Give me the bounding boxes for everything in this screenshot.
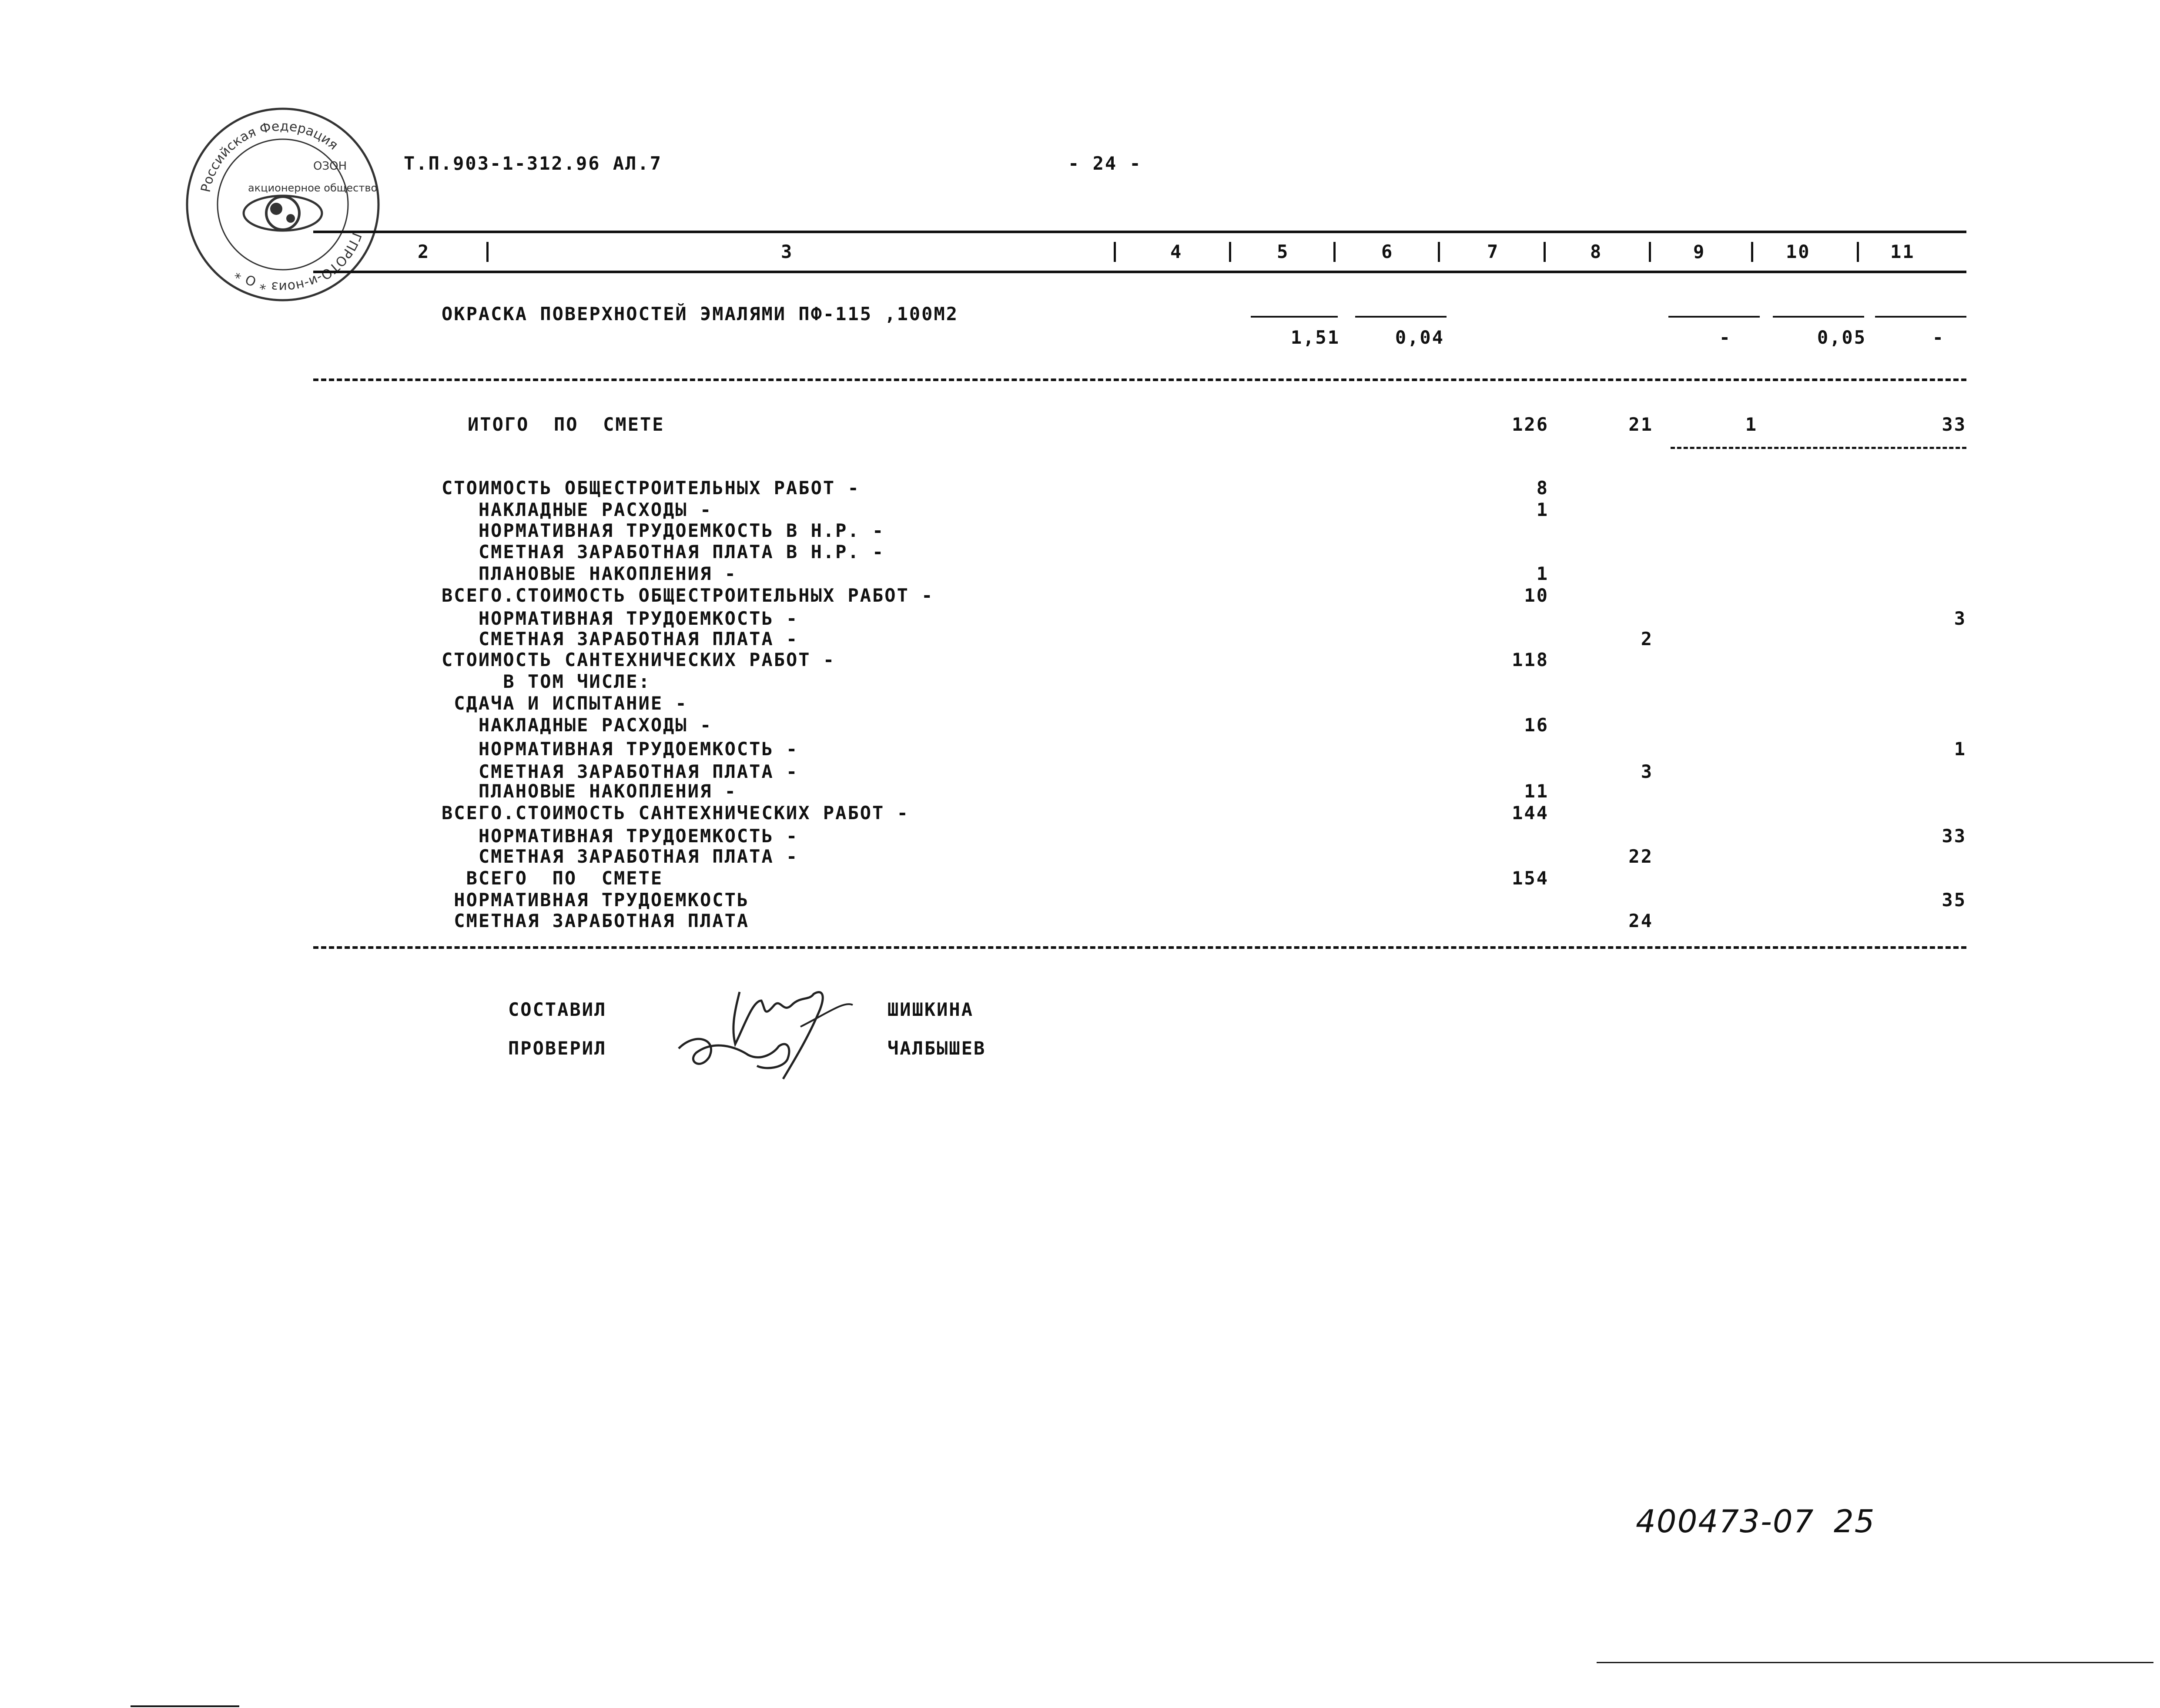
column-separator: [1114, 242, 1116, 262]
summary-row-label: СМЕТНАЯ ЗАРАБОТНАЯ ПЛАТА -: [442, 761, 799, 782]
company-seal-stamp: [183, 104, 383, 305]
fraction-rule: [1355, 316, 1447, 318]
summary-row-col11: 35: [1942, 889, 1966, 911]
summary-row-col8: 2: [1641, 628, 1653, 650]
summary-row-label: НОРМАТИВНАЯ ТРУДОЕМКОСТЬ -: [442, 608, 799, 629]
column-separator: [486, 242, 489, 262]
globe-icon: [266, 197, 299, 230]
summary-row-label: ВСЕГО.СТОИМОСТЬ САНТЕХНИЧЕСКИХ РАБОТ -: [442, 802, 909, 824]
fraction-rule: [1773, 316, 1864, 318]
fraction-rule: [1875, 316, 1966, 318]
column-separator: [1229, 242, 1231, 262]
total-underline: [1671, 447, 1966, 449]
summary-row-label: НАКЛАДНЫЕ РАСХОДЫ -: [442, 499, 713, 520]
summary-row-col11: 3: [1954, 608, 1966, 629]
summary-row-label: ВСЕГО ПО СМЕТЕ: [442, 867, 663, 889]
column-header: 11: [1890, 241, 1915, 262]
column-header: 10: [1786, 241, 1811, 262]
summary-row-col7: 118: [1512, 649, 1549, 670]
stamp-top-text: Российская Федерация: [198, 118, 341, 194]
work-item-col10: 0,05: [1817, 327, 1866, 348]
page-number: - 24 -: [1068, 153, 1142, 174]
composed-by-name: ШИШКИНА: [887, 999, 974, 1020]
column-header: 4: [1170, 241, 1183, 262]
summary-row-col7: 1: [1536, 563, 1549, 584]
total-col8: 21: [1628, 414, 1653, 435]
column-header: 7: [1487, 241, 1500, 262]
column-separator: [1333, 242, 1336, 262]
globe-ring-icon: [244, 196, 322, 231]
section-divider: [313, 378, 1966, 381]
summary-row-label: ПЛАНОВЫЕ НАКОПЛЕНИЯ -: [442, 780, 737, 802]
summary-row-col7: 1: [1536, 499, 1549, 520]
work-item-col6: 0,04: [1395, 327, 1444, 348]
summary-row-col11: 1: [1954, 738, 1966, 760]
summary-row-col7: 8: [1536, 477, 1549, 499]
fraction-rule: [1251, 316, 1338, 318]
archive-number: 400473-07: [1636, 1503, 1815, 1540]
summary-row-col7: 144: [1512, 802, 1549, 824]
summary-row-label: СМЕТНАЯ ЗАРАБОТНАЯ ПЛАТА В Н.Р. -: [442, 541, 885, 563]
column-separator: [1857, 242, 1859, 262]
summary-row-col7: 11: [1524, 780, 1549, 802]
work-item-col9: -: [1719, 327, 1731, 348]
stamp-left-text: акционерное общество: [248, 182, 378, 194]
column-header: 3: [781, 241, 794, 262]
summary-row-col8: 22: [1628, 846, 1653, 867]
total-col11: 33: [1942, 414, 1966, 435]
checked-by-name: ЧАЛБЫШЕВ: [887, 1038, 986, 1059]
work-item-col5: 1,51: [1290, 327, 1340, 348]
column-separator: [1544, 242, 1546, 262]
summary-row-label: СМЕТНАЯ ЗАРАБОТНАЯ ПЛАТА: [442, 910, 750, 931]
table-top-rule: [313, 231, 1966, 233]
column-separator: [1751, 242, 1753, 262]
summary-row-label: ВСЕГО.СТОИМОСТЬ ОБЩЕСТРОИТЕЛЬНЫХ РАБОТ -: [442, 585, 934, 606]
summary-row-label: НОРМАТИВНАЯ ТРУДОЕМКОСТЬ -: [442, 738, 799, 760]
column-header: 2: [418, 241, 430, 262]
total-col9: 1: [1745, 414, 1758, 435]
bottom-divider: [313, 946, 1966, 949]
summary-row-col11: 33: [1942, 825, 1966, 847]
summary-row-col7: 16: [1524, 714, 1549, 736]
document-code: Т.П.903-1-312.96 АЛ.7: [404, 153, 663, 174]
summary-row-label: СТОИМОСТЬ ОБЩЕСТРОИТЕЛЬНЫХ РАБОТ -: [442, 477, 860, 499]
work-item-col11: -: [1932, 327, 1945, 348]
summary-row-col8: 24: [1628, 910, 1653, 931]
signature-mark: [670, 975, 857, 1088]
composed-by-label: СОСТАВИЛ: [508, 999, 607, 1020]
summary-row-label: НОРМАТИВНАЯ ТРУДОЕМКОСТЬ: [442, 889, 750, 911]
total-col7: 126: [1512, 414, 1549, 435]
stamp-bottom-text: ГПРОТО-и-ноиз * О *: [232, 230, 365, 295]
summary-row-label: СМЕТНАЯ ЗАРАБОТНАЯ ПЛАТА -: [442, 628, 799, 650]
checked-by-label: ПРОВЕРИЛ: [508, 1038, 607, 1059]
summary-row-label: В ТОМ ЧИСЛЕ:: [442, 671, 651, 692]
summary-row-label: НАКЛАДНЫЕ РАСХОДЫ -: [442, 714, 713, 736]
table-header-bottom-rule: [313, 271, 1966, 273]
summary-row-col7: 10: [1524, 585, 1549, 606]
summary-row-label: СМЕТНАЯ ЗАРАБОТНАЯ ПЛАТА -: [442, 846, 799, 867]
summary-row-col8: 3: [1641, 761, 1653, 782]
footer-edge-mark: [131, 1705, 239, 1707]
total-label: ИТОГО ПО СМЕТЕ: [468, 414, 665, 435]
summary-row-label: НОРМАТИВНАЯ ТРУДОЕМКОСТЬ -: [442, 825, 799, 847]
footer-rule: [1597, 1662, 2153, 1663]
fraction-rule: [1668, 316, 1760, 318]
column-separator: [1438, 242, 1440, 262]
summary-row-label: СТОИМОСТЬ САНТЕХНИЧЕСКИХ РАБОТ -: [442, 649, 836, 670]
column-separator: [1649, 242, 1651, 262]
summary-row-label: ПЛАНОВЫЕ НАКОПЛЕНИЯ -: [442, 563, 737, 584]
summary-row-label: СДАЧА И ИСПЫТАНИЕ -: [442, 693, 688, 714]
column-header: 8: [1590, 241, 1603, 262]
work-item-name: ОКРАСКА ПОВЕРХНОСТЕЙ ЭМАЛЯМИ ПФ-115 ,100М2: [442, 303, 959, 325]
summary-row-col7: 154: [1512, 867, 1549, 889]
sheet-number: 25: [1834, 1503, 1875, 1540]
summary-row-label: НОРМАТИВНАЯ ТРУДОЕМКОСТЬ В Н.Р. -: [442, 520, 885, 541]
column-header: 5: [1277, 241, 1289, 262]
stamp-right-text: ОЗОН: [313, 160, 347, 173]
column-header: 9: [1693, 241, 1706, 262]
column-header: 6: [1381, 241, 1394, 262]
